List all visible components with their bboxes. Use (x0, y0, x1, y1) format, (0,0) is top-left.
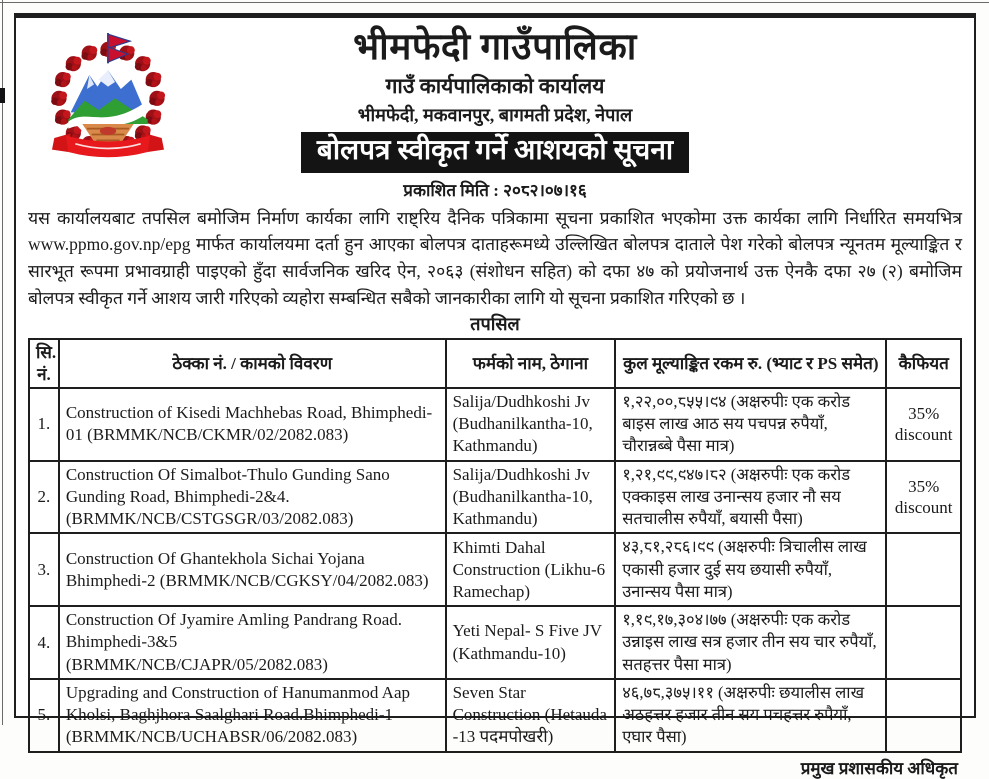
emblem-graphic (34, 26, 182, 166)
row-firm-name-address: Khimti Dahal Construction (Likhu-6 Ramechap) (446, 533, 616, 606)
row-work-description: Construction Of Jyamire Amling Pandrang Road. Bhimphedi-3&5 (BRMMK/NCB/CJAPR/05/2082.083) (59, 606, 446, 679)
row-remark: 35% discount (886, 461, 961, 534)
row-work-description: Upgrading and Construction of Hanumanmod Aap Kholsi, Baghjhora Saalghari Road.Bhimphedi-1 (BRMMK/NCB/UCHABSR/06/2082.083) (59, 679, 446, 752)
table-row (29, 533, 961, 606)
row-evaluated-amount: १,२१,९९,९४७।८२ (अक्षरुपीः एक करोड एक्काइस लाख उनान्सय हजार नौ सय सतचालीस रुपैयाँ, बयासी पैसा) (615, 461, 886, 534)
office-address: भीमफेदी, मकवानपुर, बागमती प्रदेश, नेपाल (357, 104, 633, 125)
office-name: गाउँ कार्यपालिकाको कार्यालय (385, 73, 605, 98)
municipality-name: भीमफेदी गाउँपालिका (353, 27, 637, 68)
row-firm-name-address: Seven Star Construction (Hetauda -13 पदमपोखरी) (446, 679, 616, 752)
nepal-government-emblem-logo (34, 26, 182, 166)
scan-edge-left-line (2, 0, 3, 725)
row-evaluated-amount: १,१९,१७,३०४।७७ (अक्षरुपीः एक करोड उन्नाइस लाख सत्र हजार तीन सय चार रुपैयाँ, सतहत्तर पैसा मात्र) (615, 606, 886, 679)
row-serial-number: 1. (29, 388, 59, 461)
row-serial-number: 4. (29, 606, 59, 679)
header-contract-description: ठेक्का नं. / कामको विवरण (59, 339, 446, 388)
row-firm-name-address: Yeti Nepal- S Five JV (Kathmandu-10) (446, 606, 616, 679)
notice-title-banner: बोलपत्र स्वीकृत गर्ने आशयको सूचना (301, 132, 689, 173)
table-row (29, 461, 961, 534)
row-firm-name-address: Salija/Dudhkoshi Jv (Budhanilkantha-10, Kathmandu) (446, 388, 616, 461)
scan-edge-top-line (0, 2, 989, 3)
row-work-description: Construction Of Simalbot-Thulo Gunding Sano Gunding Road, Bhimphedi-2&4. (BRMMK/NCB/CSTGSGR/03/2082.083) (59, 461, 446, 534)
row-serial-number: 5. (29, 679, 59, 752)
table-row (29, 679, 961, 752)
table-caption: तपसिल (470, 314, 520, 335)
table-row (29, 388, 961, 461)
row-remark (886, 606, 961, 679)
notice-body-paragraph: यस कार्यालयबाट तपसिल बमोजिम निर्माण कार्यका लागि राष्ट्रिय दैनिक पत्रिकामा सूचना प्रकाशित भएकोमा उक्त कार्यका लागि निर्धारित समयभित्र www.ppmo.gov.np/epg मार्फत कार्यालयमा दर्ता हुन आएका बोलपत्र दाताहरूमध्ये उल्लिखित बोलपत्र दाताले पेश गरेको बोलपत्र न्यूनतम मूल्याङ्कित र सारभूत रूपमा प्रभावग्राही पाइएको हुँदा सार्वजनिक खरिद ऐन, २०६३ (संशोधन सहित) को दफा ४७ को प्रयोजनार्थ उक्त ऐनकै दफा २७ (२) बमोजिम बोलपत्र स्वीकृत गर्ने आशय जारी गरिएको व्यहोरा सम्बन्धित सबैको जानकारीका लागि यो सूचना प्रकाशित गरिएको छ । (28, 207, 962, 308)
published-date: प्रकाशित मिति : २०८२।०७।१६ (403, 180, 587, 200)
tender-notice-document (14, 13, 976, 778)
row-remark (886, 679, 961, 752)
row-evaluated-amount: १,२२,००,८५५।९४ (अक्षरुपीः एक करोड बाइस लाख आठ सय पचपन्न रुपैयाँ, चौरान्नब्बे पैसा मात्र) (615, 388, 886, 461)
row-remark: 35% discount (886, 388, 961, 461)
scan-margin-tick (0, 88, 5, 103)
row-serial-number: 3. (29, 533, 59, 606)
row-evaluated-amount: ४६,७८,३७५।११ (अक्षरुपीः छयालीस लाख अठहत्तर हजार तीन सय पचहत्तर रुपैयाँ, एघार पैसा) (615, 679, 886, 752)
row-serial-number: 2. (29, 461, 59, 534)
tender-table (28, 338, 962, 752)
header-firm-name-address: फर्मको नाम, ठेगाना (446, 339, 616, 388)
row-work-description: Construction of Kisedi Machhebas Road, Bhimphedi-01 (BRMMK/NCB/CKMR/02/2082.083) (59, 388, 446, 461)
tender-table-body (29, 388, 961, 752)
table-header-row (29, 339, 961, 388)
header-serial-no: सि. नं. (29, 339, 59, 388)
row-work-description: Construction Of Ghantekhola Sichai Yojana Bhimphedi-2 (BRMMK/NCB/CGKSY/04/2082.083) (59, 533, 446, 606)
row-firm-name-address: Salija/Dudhkoshi Jv (Budhanilkantha-10, Kathmandu) (446, 461, 616, 534)
header-remarks: कैफियत (886, 339, 961, 388)
row-remark (886, 533, 961, 606)
row-evaluated-amount: ४३,८१,२८६।९९ (अक्षरुपीः त्रिचालीस लाख एकासी हजार दुई सय छयासी रुपैयाँ, उनान्सय पैसा मात्र) (615, 533, 886, 606)
table-row (29, 606, 961, 679)
signature-title: प्रमुख प्रशासकीय अधिकृत (800, 758, 958, 778)
header-evaluated-amount: कुल मूल्याङ्कित रकम रु. (भ्याट र PS समेत) (615, 339, 886, 388)
